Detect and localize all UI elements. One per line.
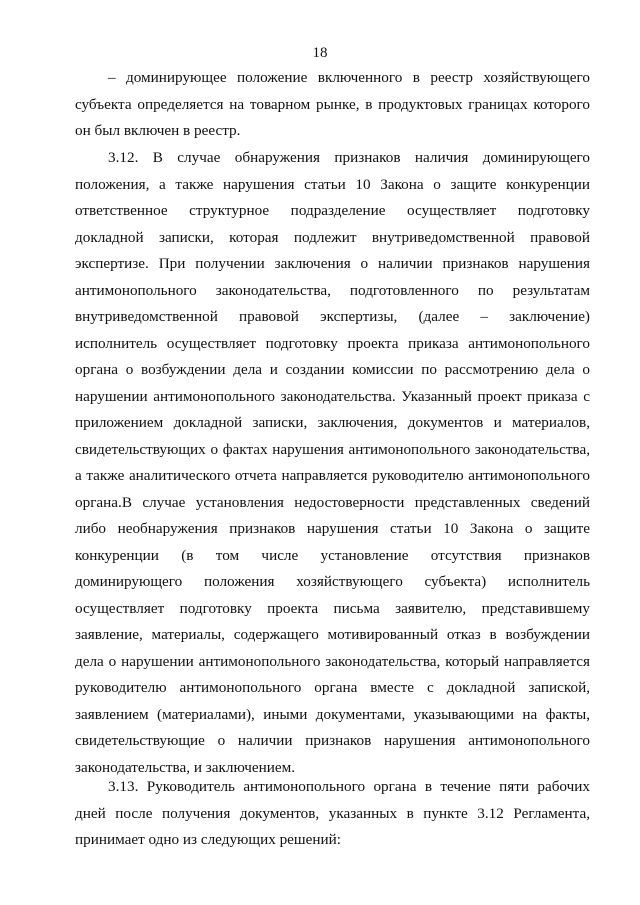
text-line: экспертизе. При получении заключения о наличии признаков нарушения <box>75 255 590 272</box>
text-line: руководителю антимонопольного органа вместе с докладной запиской, <box>75 679 590 696</box>
paragraph-3-13 <box>75 774 590 854</box>
text-line: конкуренции (в том числе установление отсутствия признаков <box>75 546 590 564</box>
text-line: осуществляет подготовку проекта письма заявителю, представившему <box>75 599 590 617</box>
text-line: внутриведомственной правовой экспертизы, (далее – заключение) <box>75 308 590 325</box>
text-line: дела о нарушении антимонопольного законодательства, который направляется <box>75 652 590 670</box>
paragraph-3-12 <box>75 145 590 781</box>
text-line: он был включен в реестр. <box>75 122 241 139</box>
text-line: либо необнаружения признаков нарушения статьи 10 Закона о защите <box>75 520 590 537</box>
text-line: законодательства, и заключением. <box>75 758 296 776</box>
text-line: свидетельствующих о фактах нарушения антимонопольного законодательства, <box>75 440 590 458</box>
text-line: 3.12. В случае обнаружения признаков наличия доминирующего <box>108 149 590 166</box>
text-line: приложением докладной записки, заключения, документов и материалов, <box>75 414 590 431</box>
text-line: органа о возбуждении дела и создании комиссии по рассмотрению дела о <box>75 361 590 378</box>
text-line: свидетельствующие о наличии признаков нарушения антимонопольного <box>75 732 590 749</box>
text-line: докладной записки, которая подлежит внутриведомственной правовой <box>75 228 590 246</box>
text-line: нарушении антимонопольного законодательства. Указанный проект приказа с <box>75 387 590 405</box>
text-line: заявлением (материалами), иными документами, указывающими на факты, <box>75 705 590 723</box>
text-line: дней после получения документов, указанных в пункте 3.12 Регламента, <box>75 804 590 822</box>
text-line: – доминирующее положение включенного в реестр хозяйствующего <box>108 69 590 86</box>
text-line: исполнитель осуществляет подготовку проекта приказа антимонопольного <box>75 334 590 352</box>
text-line: заявление, материалы, содержащего мотивированный отказ в возбуждении <box>75 626 590 643</box>
text-line: 3.13. Руководитель антимонопольного органа в течение пяти рабочих <box>108 778 590 795</box>
text-line: органа.В случае установления недостоверности представленных сведений <box>75 493 590 511</box>
text-line: доминирующего положения хозяйствующего субъекта) исполнитель <box>75 573 590 590</box>
text-line: антимонопольного законодательства, подготовленного по результатам <box>75 281 590 299</box>
text-line: субъекта определяется на товарном рынке, в продуктовых границах которого <box>75 95 590 113</box>
page-number: 18 <box>312 45 328 61</box>
text-line: положения, а также нарушения статьи 10 Закона о защите конкуренции <box>75 175 590 193</box>
paragraph-dash-item <box>75 65 590 145</box>
text-line: принимает одно из следующих решений: <box>75 831 341 848</box>
text-line: а также аналитического отчета направляется руководителю антимонопольного <box>75 467 590 484</box>
text-line: ответственное структурное подразделение осуществляет подготовку <box>75 202 590 219</box>
